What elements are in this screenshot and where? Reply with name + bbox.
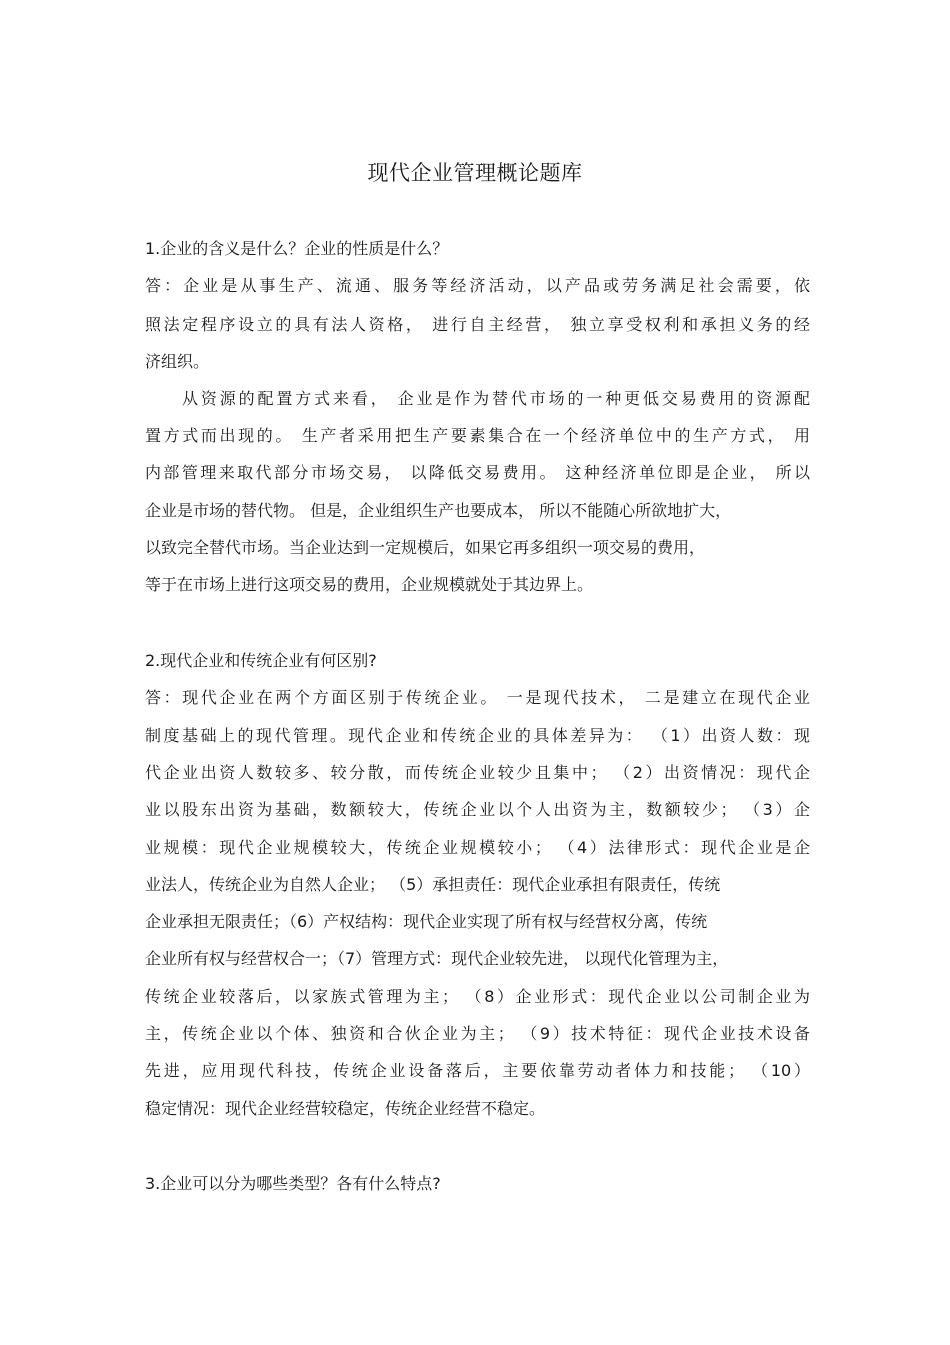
question-1-heading: 1.企业的含义是什么？企业的性质是什么？	[145, 239, 449, 258]
q2-answer-line: 稳定情况：现代企业经营较稳定，传统企业经营不稳定。	[145, 1099, 546, 1118]
q1-paragraph-line: 从资源的配置方式来看， 企业是作为替代市场的一种更低交易费用的资源配	[182, 389, 810, 408]
q2-answer-line: 制度基础上的现代管理。现代企业和传统企业的具体差异为： （1）出资人数：现	[145, 726, 810, 745]
question-3-heading: 3.企业可以分为哪些类型？各有什么特点?	[145, 1174, 441, 1193]
q1-paragraph-line: 以致完全替代市场。当企业达到一定规模后，如果它再多组织一项交易的费用，	[145, 538, 706, 557]
document-title: 现代企业管理概论题库	[367, 161, 583, 185]
q1-paragraph-line: 内部管理来取代部分市场交易， 以降低交易费用。 这种经济单位即是企业， 所以	[145, 463, 810, 482]
q1-answer-line: 济组织。	[145, 352, 210, 371]
q1-answer-line: 照法定程序设立的具有法人资格， 进行自主经营， 独立享受权利和承担义务的经	[145, 315, 810, 334]
question-2-heading: 2.现代企业和传统企业有何区别?	[145, 651, 377, 670]
q1-paragraph-line: 等于在市场上进行这项交易的费用，企业规模就处于其边界上。	[145, 575, 594, 594]
q2-answer-line: 先进，应用现代科技，传统企业设备落后，主要依靠劳动者体力和技能； （10）	[145, 1061, 810, 1080]
q2-answer-line: 代企业出资人数较多、较分散，而传统企业较少且集中； （2）出资情况：现代企	[145, 763, 810, 782]
q2-answer-line: 答：现代企业在两个方面区别于传统企业。 一是现代技术， 二是建立在现代企业	[145, 688, 810, 707]
q2-answer-line: 主，传统企业以个体、独资和合伙企业为主； （9）技术特征：现代企业技术设备	[145, 1024, 810, 1043]
q2-answer-line: 业法人，传统企业为自然人企业； （5）承担责任：现代企业承担有限责任，传统	[145, 875, 721, 894]
q2-answer-line: 企业所有权与经营权合一；（7）管理方式：现代企业较先进， 以现代化管理为主，	[145, 949, 729, 968]
q2-answer-line: 业规模：现代企业规模较大，传统企业规模较小； （4）法律形式：现代企业是企	[145, 838, 810, 857]
q2-answer-line: 企业承担无限责任；（6）产权结构：现代企业实现了所有权与经营权分离，传统	[145, 912, 708, 931]
q1-paragraph-line: 置方式而出现的。 生产者采用把生产要素集合在一个经济单位中的生产方式， 用	[145, 426, 810, 445]
q2-answer-line: 传统企业较落后，以家族式管理为主； （8）企业形式：现代企业以公司制企业为	[145, 987, 810, 1006]
q1-paragraph-line: 企业是市场的替代物。 但是，企业组织生产也要成本， 所以不能随心所欲地扩大，	[145, 501, 732, 520]
q1-answer-line: 答：企业是从事生产、流通、服务等经济活动，以产品或劳务满足社会需要，依	[145, 276, 810, 295]
q2-answer-line: 业以股东出资为基础，数额较大，传统企业以个人出资为主，数额较少； （3）企	[145, 800, 810, 819]
